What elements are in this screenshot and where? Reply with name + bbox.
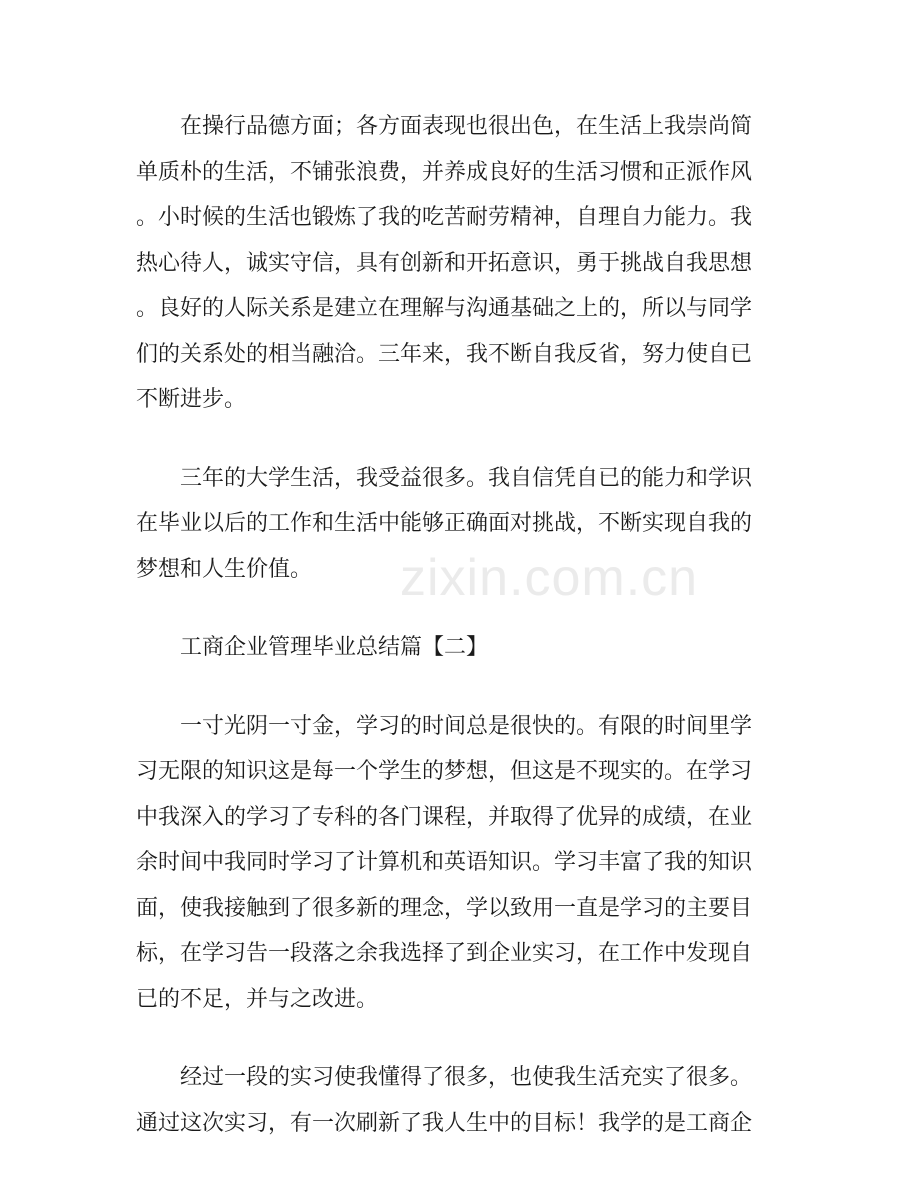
text-line: 余时间中我同时学习了计算机和英语知识。学习丰富了我的知识: [136, 850, 753, 875]
paragraph-gap: [136, 1022, 784, 1055]
text-line: 中我深入的学习了专科的各门课程，并取得了优异的成绩，在业: [136, 804, 753, 830]
section-heading: [136, 625, 784, 671]
text-line: 梦想和人生价值。: [136, 556, 313, 582]
text-line: 热心待人，诚实守信，具有创新和开拓意识，勇于挑战自我思想: [136, 250, 753, 276]
text-line: 在操行品德方面；各方面表现也很出色，在生活上我崇尚简: [180, 114, 753, 139]
paragraph-gap: [136, 423, 784, 456]
text-line: 面，使我接触到了很多新的理念，学以致用一直是学习的主要目: [136, 895, 753, 921]
watermark: zixin.com.cn: [400, 549, 699, 607]
text-line: 三年的大学生活，我受益很多。我自信凭自已的能力和学识: [180, 465, 753, 491]
paragraph-gap: [136, 592, 784, 625]
paragraph-gap: [136, 671, 784, 704]
text-line: 标，在学习告一段落之余我选择了到企业实习，在工作中发现自: [136, 941, 753, 966]
paragraph-study: [136, 704, 784, 1023]
text-line: 习无限的知识这是每一个学生的梦想，但这是不现实的。在学习: [136, 759, 753, 784]
text-line: 一寸光阴一寸金，学习的时间总是很快的。有限的时间里学: [180, 713, 753, 739]
paragraph-college-life: [136, 456, 784, 593]
text-line: 。良好的人际关系是建立在理解与沟通基础之上的，所以与同学: [136, 296, 753, 321]
text-line: 单质朴的生活，不铺张浪费，并养成良好的生活习惯和正派作风: [136, 159, 753, 185]
text-line: 经过一段的实习使我懂得了很多，也使我生活充实了很多。: [180, 1065, 753, 1090]
text-line: 在毕业以后的工作和生活中能够正确面对挑战，不断实现自我的: [136, 511, 753, 536]
section-title: 工商企业管理毕业总结篇【二】: [180, 635, 489, 660]
paragraph-internship: [136, 1055, 784, 1146]
paragraph-conduct: [136, 104, 784, 423]
text-line: 已的不足，并与之改进。: [136, 986, 379, 1012]
document-body: [136, 104, 784, 1146]
text-line: 通过这次实习，有一次刷新了我人生中的目标！我学的是工商企: [136, 1110, 753, 1136]
text-line: 。小时候的生活也锻炼了我的吃苦耐劳精神，自理自力能力。我: [136, 205, 753, 230]
text-line: 们的关系处的相当融洽。三年来，我不断自我反省，努力使自已: [136, 341, 753, 367]
text-line: 不断进步。: [136, 387, 247, 412]
